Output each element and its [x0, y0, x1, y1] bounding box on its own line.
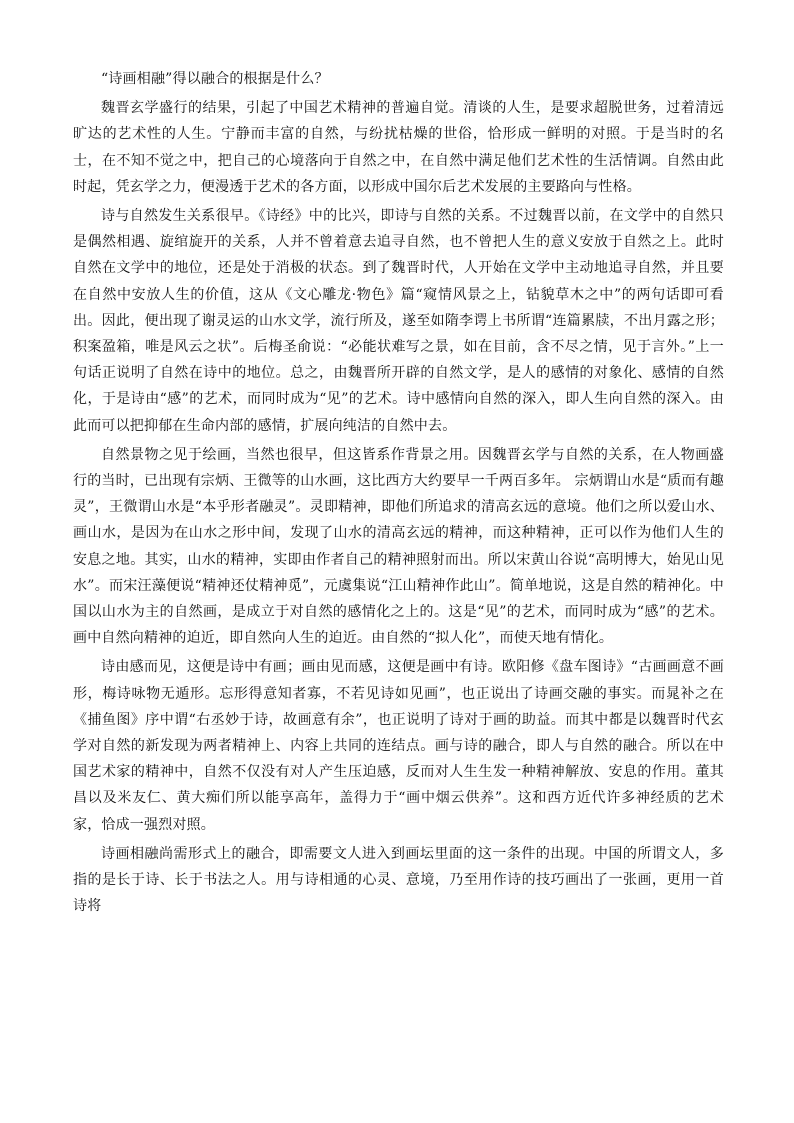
question-paragraph: “诗画相融”得以融合的根据是什么？: [101, 71, 329, 87]
paragraph-poetry-and-nature: 诗与自然发生关系很早。《诗经》中的比兴，即诗与自然的关系。不过魏晋以前，在文学中的自然只是偶然相遇、旋绾旋开的关系，人并不曾着意去追寻自然，也不曾把人生的意义安放于自然之上。此时自然在文学中的地位，还是处于消极的状态。到了魏晋时代，人开始在文学中主动地追寻自然，并且要在自然中安放人生的价值，这从《文心雕龙·物色》篇“窥情风景之上，钻貌草木之中”的两句话即可看出。因此，便出现了谢灵运的山水文学，流行所及，遂至如隋李谔上书所谓“连篇累牍，不出月露之形；积案盈箱，唯是风云之状”。后梅圣俞说：“必能状难写之景，如在目前，含不尽之情，见于言外。”上一句话正说明了自然在诗中的地位。总之，由魏晋所开辟的自然文学，是人的感情的对象化、感情的自然化，于是诗由“感”的艺术，而同时成为“见”的艺术。诗中感情向自然的深入，即人生向自然的深入。由此而可以把抑郁在生命内部的感情，扩展向纯洁的自然中去。: [73, 208, 724, 434]
paragraph-formal-fusion: 诗画相融尚需形式上的融合，即需要文人进入到画坛里面的这一条件的出现。中国的所谓文人，多指的是长于诗、长于书法之人。用与诗相通的心灵、意境，乃至用作诗的技巧画出了一张画，更用一首诗将: [73, 845, 724, 915]
paragraph-poetry-in-painting: 诗由感而见，这便是诗中有画；画由见而感，这便是画中有诗。欧阳修《盘车图诗》“古画画意不画形，梅诗咏物无遁形。忘形得意知者寡，不若见诗如见画”，也正说出了诗画交融的事实。而晁补之在《捕鱼图》序中谓“右丞妙于诗，故画意有余”，也正说明了诗对于画的助益。而其中都是以魏晋时代玄学对自然的新发现为两者精神上、内容上共同的连结点。画与诗的融合，即人与自然的融合。所以在中国艺术家的精神中，自然不仅没有对人产生压迫感，反而对人生生发一种精神解放、安息的作用。董其昌以及米友仁、黄大痴们所以能享高年，盖得力于“画中烟云供养”。这和西方近代许多神经质的艺术家，恰成一强烈对照。: [73, 659, 724, 833]
paragraph-wei-jin-metaphysics: 魏晋玄学盛行的结果，引起了中国艺术精神的普遍自觉。清谈的人生，是要求超脱世务，过着清远旷达的艺术性的人生。宁静而丰富的自然，与纷扰枯燥的世俗，恰形成一鲜明的对照。于是当时的名士，在不知不觉之中，把自己的心境落向于自然之中，在自然中满足他们艺术性的生活情调。自然由此时起，凭玄学之力，便漫透于艺术的各方面，以形成中国尔后艺术发展的主要路向与性格。: [73, 100, 724, 195]
article-body: [73, 66, 724, 920]
paragraph-painting-and-nature: 自然景物之见于绘画，当然也很早，但这皆系作背景之用。因魏晋玄学与自然的关系，在人物画盛行的当时，已出现有宗炳、王微等的山水画，这比西方大约要早一千两百多年。 宗炳谓山水是“质而有趣灵”，王微谓山水是“本乎形者融灵”。灵即精神，即他们所追求的清高玄远的意境。他们之所以爱山水、画山水，是因为在山水之形中间，发现了山水的清高玄远的精神，而这种精神，正可以作为他们人生的安息之地。其实，山水的精神，实即由作者自己的精神照射而出。所以宋黄山谷说“高明博大，始见山见水”。而宋汪藻便说“精神还仗精神觅”，元虞集说“江山精神作此山”。简单地说，这是自然的精神化。中国以山水为主的自然画，是成立于对自然的感情化之上的。这是“见”的艺术，而同时成为“感”的艺术。画中自然向精神的迫近，即自然向人生的迫近。由自然的“拟人化”，而使天地有情化。: [73, 446, 725, 647]
